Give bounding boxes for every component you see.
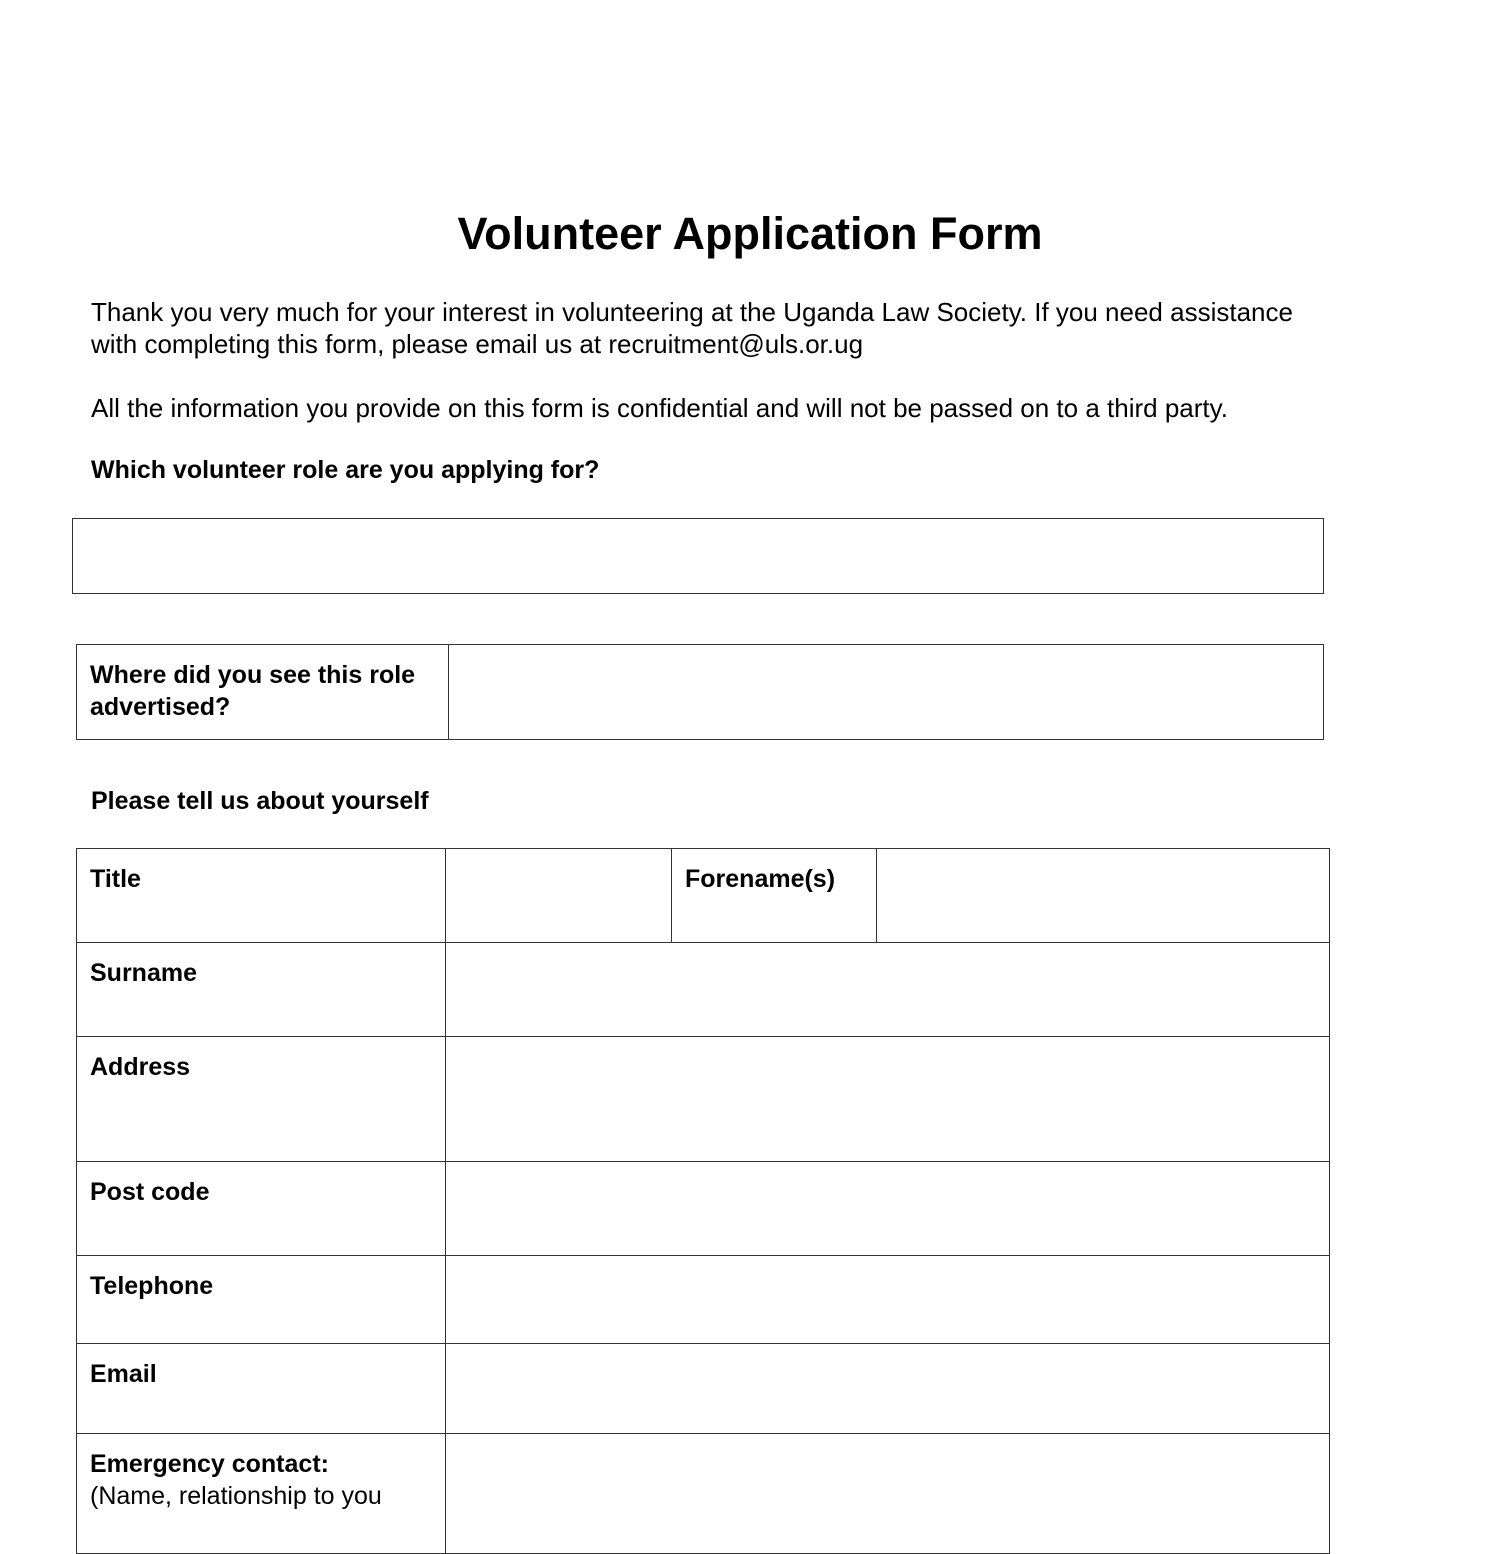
intro-text [91,296,1293,360]
advertised-table [76,644,1324,740]
intro-line-2: with completing this form, please email us at recruitment@uls.or.ug [91,329,864,359]
role-question: Which volunteer role are you applying for? [91,456,600,484]
address-input[interactable] [446,1037,1330,1162]
telephone-label: Telephone [77,1256,446,1344]
advertised-input[interactable] [449,645,1324,740]
about-heading: Please tell us about yourself [91,787,429,815]
surname-label: Surname [77,943,446,1037]
title-label: Title [77,849,446,943]
address-label: Address [77,1037,446,1162]
forename-input[interactable] [877,849,1330,943]
postcode-input[interactable] [446,1162,1330,1256]
personal-details-table [76,848,1330,1554]
forename-label: Forename(s) [672,849,877,943]
advertised-label: Where did you see this role advertised? [77,645,449,740]
title-input[interactable] [446,849,672,943]
postcode-label: Post code [77,1162,446,1256]
telephone-input[interactable] [446,1256,1330,1344]
intro-line-1: Thank you very much for your interest in volunteering at the Uganda Law Society. If you need assistance [91,297,1293,327]
surname-input[interactable] [446,943,1330,1037]
page-title: Volunteer Application Form [457,208,1043,259]
email-label: Email [77,1344,446,1434]
emergency-input[interactable] [446,1434,1330,1554]
email-input[interactable] [446,1344,1330,1434]
emergency-subtitle: (Name, relationship to you [90,1482,382,1510]
emergency-label [77,1434,446,1554]
confidential-note: All the information you provide on this form is confidential and will not be passed on to a third party. [91,393,1228,423]
role-input[interactable] [72,518,1324,594]
emergency-title: Emergency contact: [90,1450,329,1478]
